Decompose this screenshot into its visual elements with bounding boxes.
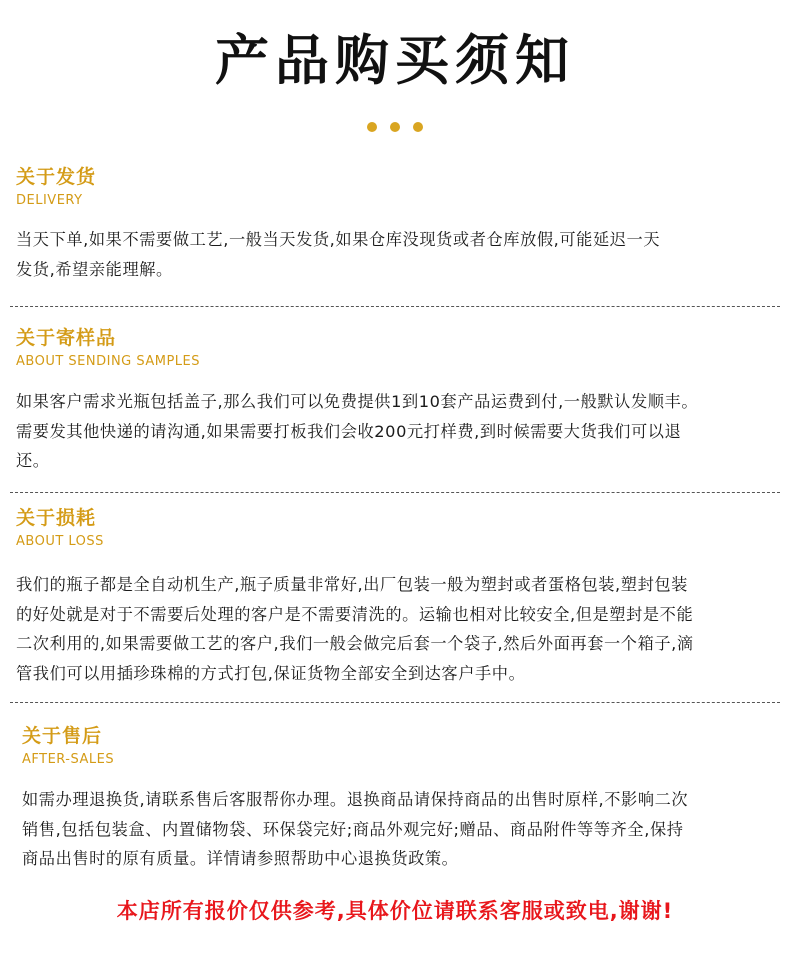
title-dots [0,122,790,132]
section-loss [16,506,694,688]
footer-notice: 本店所有报价仅供参考,具体价位请联系客服或致电,谢谢! [116,899,674,923]
section-subtitle: ABOUT SENDING SAMPLES [16,354,201,369]
section-body [22,785,688,874]
section-after-sales [22,724,688,874]
section-subtitle: AFTER-SALES [22,752,115,767]
section-body [16,570,694,688]
dashed-divider [10,306,780,307]
section-title: 关于寄样品 [16,327,117,349]
dashed-divider [10,492,780,493]
body-line: 管我们可以用插珍珠棉的方式打包,保证货物全部安全到达客户手中。 [16,663,526,683]
body-line: 商品出售时的原有质量。详情请参照帮助中心退换货政策。 [22,849,459,868]
body-line: 的好处就是对于不需要后处理的客户是不需要清洗的。运输也相对比较安全,但是塑封是不能 [16,604,694,624]
dot-icon [390,122,400,132]
body-line: 如需办理退换货,请联系售后客服帮你办理。退换商品请保持商品的出售时原样,不影响二次 [22,790,689,809]
section-title: 关于损耗 [16,507,97,529]
section-title: 关于售后 [22,725,103,747]
dashed-divider [10,702,780,703]
body-line: 二次利用的,如果需要做工艺的客户,我们一般会做完后套一个袋子,然后外面再套一个箱子,滴 [16,634,694,653]
body-line: 需要发其他快递的请沟通,如果需要打板我们会收200元打样费,到时候需要大货我们可以退 [16,421,682,441]
body-line: 如果客户需求光瓶包括盖子,那么我们可以免费提供1到10套产品运费到付,一般默认发顺丰。 [16,392,699,411]
section-delivery [16,165,660,284]
section-body [16,387,698,476]
body-line: 我们的瓶子都是全自动机生产,瓶子质量非常好,出厂包装一般为塑封或者蛋格包装,塑封包装 [16,575,688,594]
body-line: 当天下单,如果不需要做工艺,一般当天发货,如果仓库没现货或者仓库放假,可能延迟一天 [16,230,661,249]
body-line: 发货,希望亲能理解。 [16,259,173,279]
page-title: 产品购买须知 [215,29,575,92]
section-body [16,225,660,284]
body-line: 销售,包括包装盒、内置储物袋、环保袋完好;商品外观完好;赠品、商品附件等等齐全,保持 [22,819,684,839]
body-line: 还。 [16,451,50,470]
section-subtitle: DELIVERY [16,193,83,208]
dot-icon [367,122,377,132]
section-samples [16,326,698,476]
section-subtitle: ABOUT LOSS [16,534,104,549]
section-title: 关于发货 [16,166,97,188]
dot-icon [413,122,423,132]
